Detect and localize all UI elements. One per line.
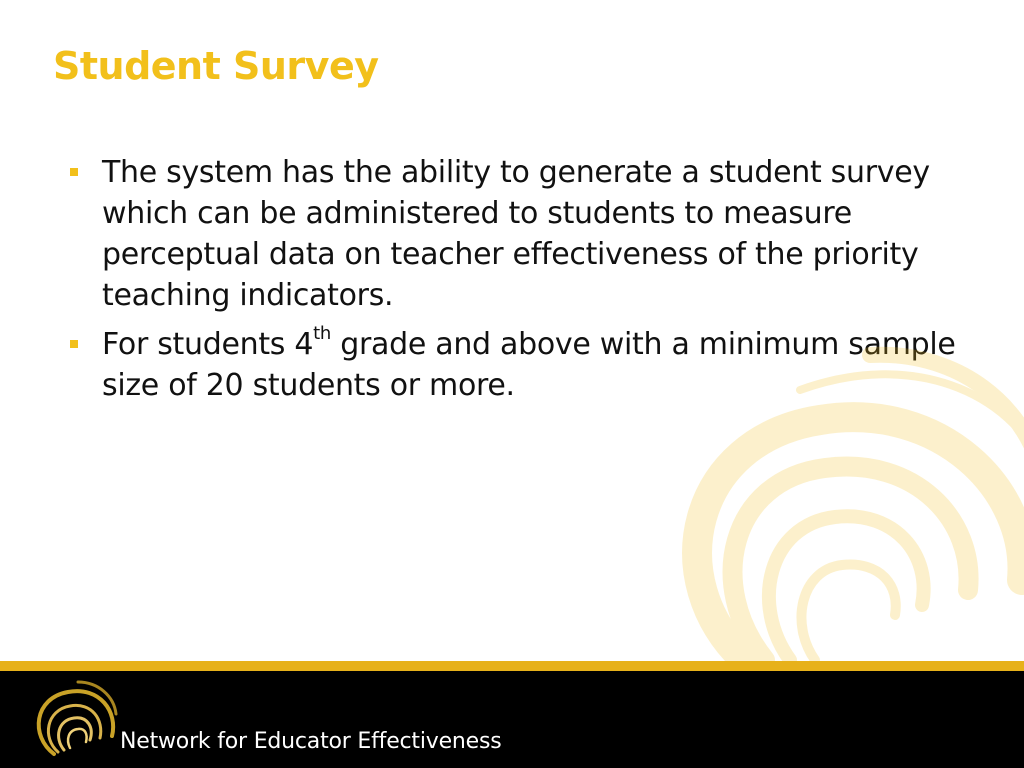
bullet-superscript: th <box>313 323 332 344</box>
bullet-square-icon <box>70 340 78 348</box>
footer-org-name: Network for Educator Effectiveness <box>120 729 502 754</box>
swirl-logo-icon <box>28 676 120 760</box>
decorative-swirl-icon <box>650 330 1024 670</box>
bullet-text-end: grade and above with a minimum sample size of 20 students or more. <box>102 327 956 403</box>
bullet-text: The system has the ability to generate a student survey which can be administered to students to measure perceptual data on teacher effectiveness of the priority teaching indicators. <box>102 155 930 313</box>
bullet-square-icon <box>70 168 78 176</box>
bullet-item-1 <box>68 152 988 316</box>
footer-accent-stripe <box>0 661 1024 671</box>
slide-title: Student Survey <box>53 44 379 88</box>
bullet-text-start: For students 4 <box>102 327 314 362</box>
